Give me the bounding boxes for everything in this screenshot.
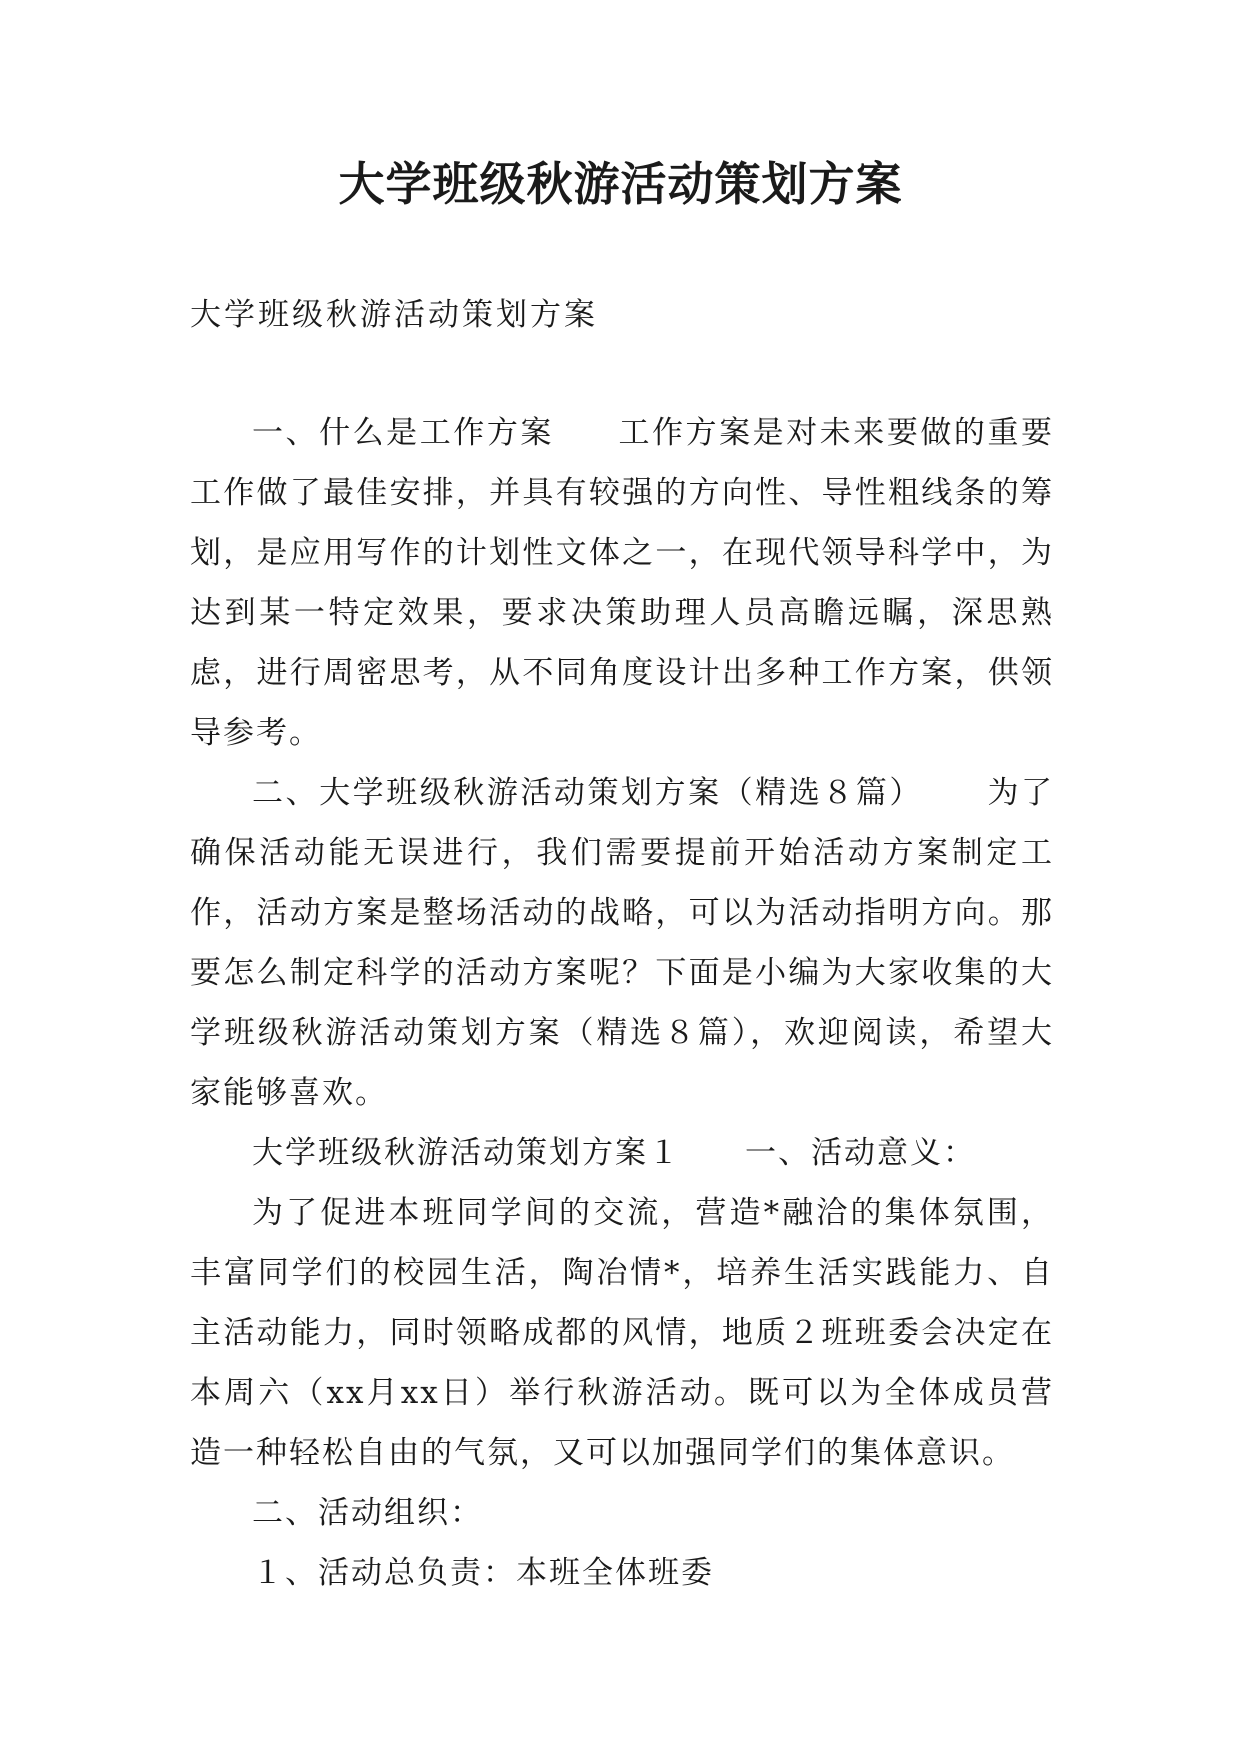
paragraph-text: 二、活动组织： bbox=[252, 1495, 483, 1531]
paragraph-lead: 二、大学班级秋游活动策划方案（精选８篇） bbox=[252, 775, 923, 811]
paragraph-what-is-plan bbox=[190, 403, 1054, 763]
document-body bbox=[190, 403, 1054, 1603]
document-subtitle: 大学班级秋游活动策划方案 bbox=[190, 297, 598, 333]
paragraph-plan-1-heading bbox=[190, 1123, 1054, 1183]
paragraph-activity-lead bbox=[190, 1543, 1054, 1603]
paragraph-activity-meaning bbox=[190, 1183, 1054, 1483]
paragraph-activity-organization bbox=[190, 1483, 1054, 1543]
paragraph-text: １、活动总负责：本班全体班委 bbox=[252, 1555, 714, 1591]
paragraph-lead: 一、什么是工作方案 bbox=[252, 415, 554, 451]
paragraph-plan-intro bbox=[190, 763, 1054, 1123]
paragraph-text: 为了促进本班同学间的交流，营造*融洽的集体氛围，丰富同学们的校园生活，陶冶情*，培养生活实践能力、自主活动能力，同时领略成都的风情，地质２班班委会决定在本周六（xx月xx日）举行秋游活动。既可以为全体成员营造一种轻松自由的气氛，又可以加强同学们的集体意识。 bbox=[190, 1195, 1054, 1471]
paragraph-text: 工作方案是对未来要做的重要工作做了最佳安排，并具有较强的方向性、导性粗线条的筹划，是应用写作的计划性文体之一，在现代领导科学中，为达到某一特定效果，要求决策助理人员高瞻远瞩，深思熟虑，进行周密思考，从不同角度设计出多种工作方案，供领导参考。 bbox=[190, 415, 1055, 751]
paragraph-lead: 大学班级秋游活动策划方案１ bbox=[252, 1135, 681, 1171]
paragraph-text: 为了确保活动能无误进行，我们需要提前开始活动方案制定工作，活动方案是整场活动的战略，可以为活动指明方向。那要怎么制定科学的活动方案呢？下面是小编为大家收集的大学班级秋游活动策划方案（精选８篇），欢迎阅读，希望大家能够喜欢。 bbox=[190, 775, 1055, 1111]
paragraph-text: 一、活动意义： bbox=[745, 1135, 976, 1171]
document-title: 大学班级秋游活动策划方案 bbox=[338, 157, 903, 211]
